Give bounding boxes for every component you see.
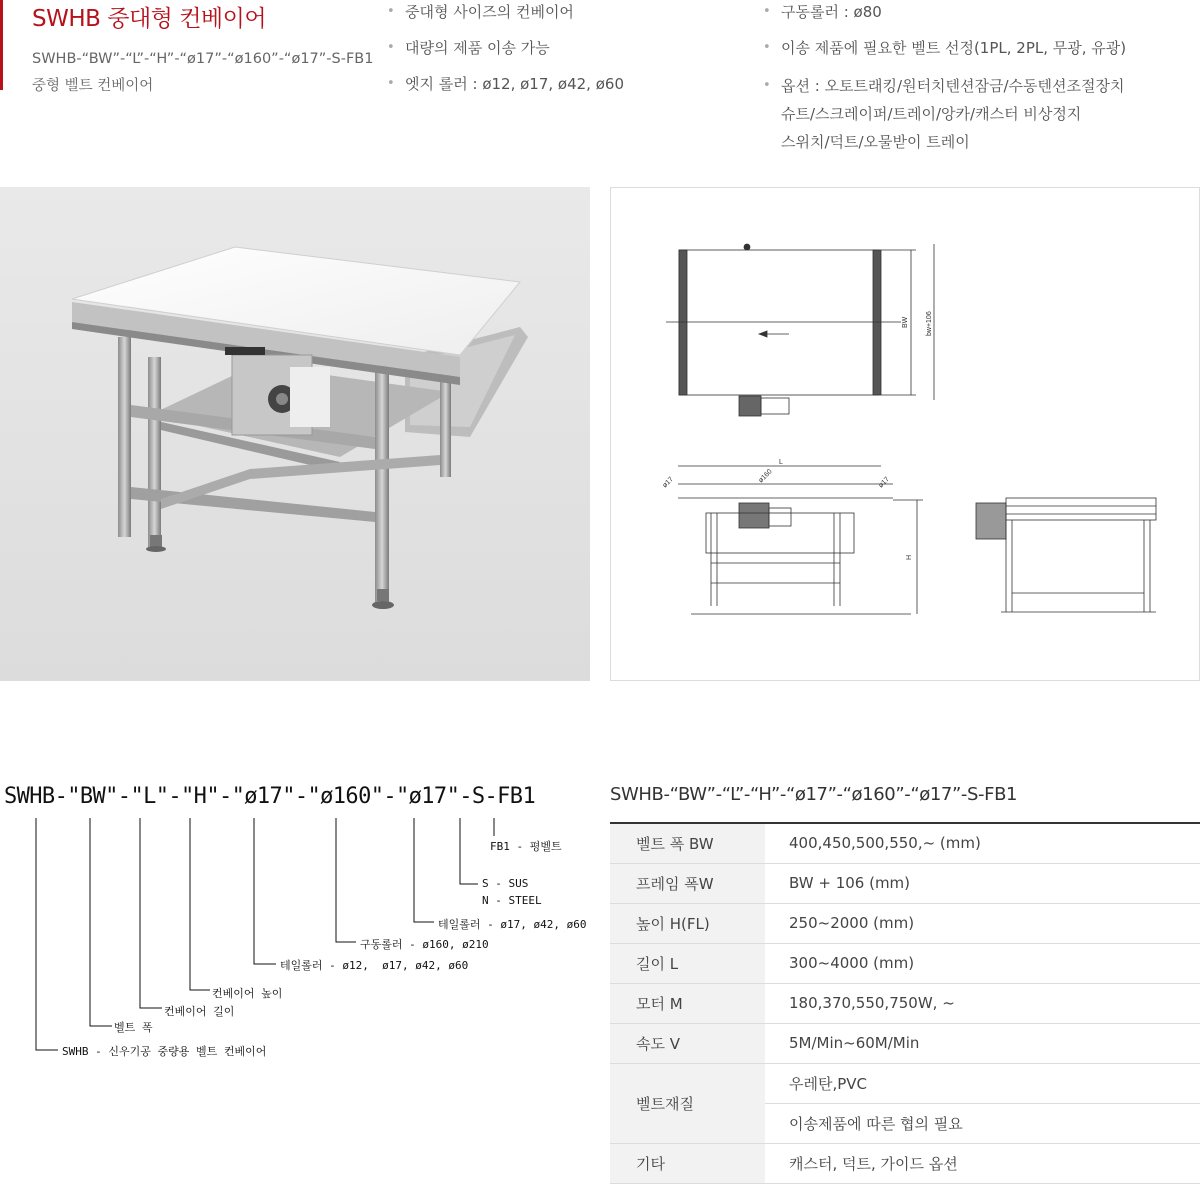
- technical-drawing: [610, 187, 1200, 681]
- code-label-height: 컨베이어 높이: [212, 987, 283, 1000]
- product-photo: [0, 187, 590, 681]
- table-row: [610, 1063, 1200, 1103]
- code-label-tail-roller-2: 테일롤러 - ø17, ø42, ø60: [438, 918, 587, 931]
- spec-table: [610, 822, 1200, 1184]
- dim-d160: ø160: [757, 468, 774, 485]
- table-row: [610, 1143, 1200, 1183]
- spec-key: 속도 V: [610, 1023, 765, 1063]
- spec-value: 이송제품에 따른 협의 필요: [765, 1103, 1200, 1143]
- dim-bw: BW: [902, 316, 909, 328]
- code-label-swhb: SWHB - 신우기공 중량용 벨트 컨베이어: [62, 1045, 267, 1058]
- spec-key: 벨트 폭 BW: [610, 823, 765, 863]
- code-label-steel: N - STEEL: [482, 894, 542, 907]
- table-row: [610, 823, 1200, 863]
- feature-item: • 대량의 제품 이송 가능: [387, 36, 624, 72]
- spec-value: 300~4000 (mm): [765, 943, 1200, 983]
- spec-key: 프레임 폭W: [610, 863, 765, 903]
- feature-item-options: • 옵션 : 오토트래킹/원터치텐션잠금/수동텐션조절장치 슈트/스크레이퍼/트레이/앙카/캐스터 비상정지 스위치/덕트/오물받이 트레이: [763, 72, 1126, 156]
- code-label-belt-width: 벨트 폭: [114, 1021, 153, 1034]
- dim-bw-106: bw+106: [926, 311, 933, 336]
- table-row: [610, 943, 1200, 983]
- code-label-tail-roller-1: 테일롤러 - ø12, ø17, ø42, ø60: [280, 959, 469, 972]
- table-row: [610, 983, 1200, 1023]
- spec-key: 기타: [610, 1143, 765, 1183]
- spec-key: 길이 L: [610, 943, 765, 983]
- model-code: SWHB-"BW"-"L"-"H"-"ø17"-"ø160"-"ø17"-S-FB1: [4, 784, 536, 809]
- spec-value: 우레탄,PVC: [765, 1063, 1200, 1103]
- spec-value: 400,450,500,550,~ (mm): [765, 823, 1200, 863]
- spec-value: BW + 106 (mm): [765, 863, 1200, 903]
- dim-d17-right: ø17: [877, 475, 891, 490]
- code-label-length: 컨베이어 길이: [164, 1005, 235, 1018]
- code-label-sus: S - SUS: [482, 877, 529, 890]
- spec-value: 250~2000 (mm): [765, 903, 1200, 943]
- dim-h: H: [906, 554, 913, 560]
- conveyor-illustration: [0, 187, 590, 681]
- accent-bar: [0, 0, 3, 90]
- feature-item: • 엣지 롤러 : ø12, ø17, ø42, ø60: [387, 72, 624, 108]
- feature-list-left: [387, 0, 624, 108]
- feature-list-right: [763, 0, 1126, 156]
- page-subtitle: SWHB-“BW”-“L”-“H”-“ø17”-“ø160”-“ø17”-S-FB1 중형 벨트 컨베이어: [32, 51, 374, 94]
- dim-d17-left: ø17: [661, 475, 675, 490]
- model-code-diagram: [0, 780, 600, 1080]
- code-label-drive-roller: 구동롤러 - ø160, ø210: [360, 938, 489, 951]
- spec-value: 180,370,550,750W, ~: [765, 983, 1200, 1023]
- table-row: [610, 903, 1200, 943]
- code-label-fb1: FB1 - 평벨트: [490, 840, 562, 853]
- feature-item: • 구동롤러 : ø80: [763, 0, 1126, 36]
- spec-title: SWHB-“BW”-“L”-“H”-“ø17”-“ø160”-“ø17”-S-FB1: [610, 784, 1018, 805]
- feature-item: • 이송 제품에 필요한 벨트 선정(1PL, 2PL, 무광, 유광): [763, 36, 1126, 72]
- dim-l: L: [779, 459, 783, 466]
- table-row: [610, 1023, 1200, 1063]
- spec-key: 모터 M: [610, 983, 765, 1023]
- table-row: [610, 863, 1200, 903]
- spec-key: 높이 H(FL): [610, 903, 765, 943]
- spec-value: 5M/Min~60M/Min: [765, 1023, 1200, 1063]
- feature-item: • 중대형 사이즈의 컨베이어: [387, 0, 624, 36]
- spec-value: 캐스터, 덕트, 가이드 옵션: [765, 1143, 1200, 1183]
- page-title: SWHB 중대형 컨베이어: [32, 6, 267, 32]
- spec-key: 벨트재질: [610, 1063, 765, 1143]
